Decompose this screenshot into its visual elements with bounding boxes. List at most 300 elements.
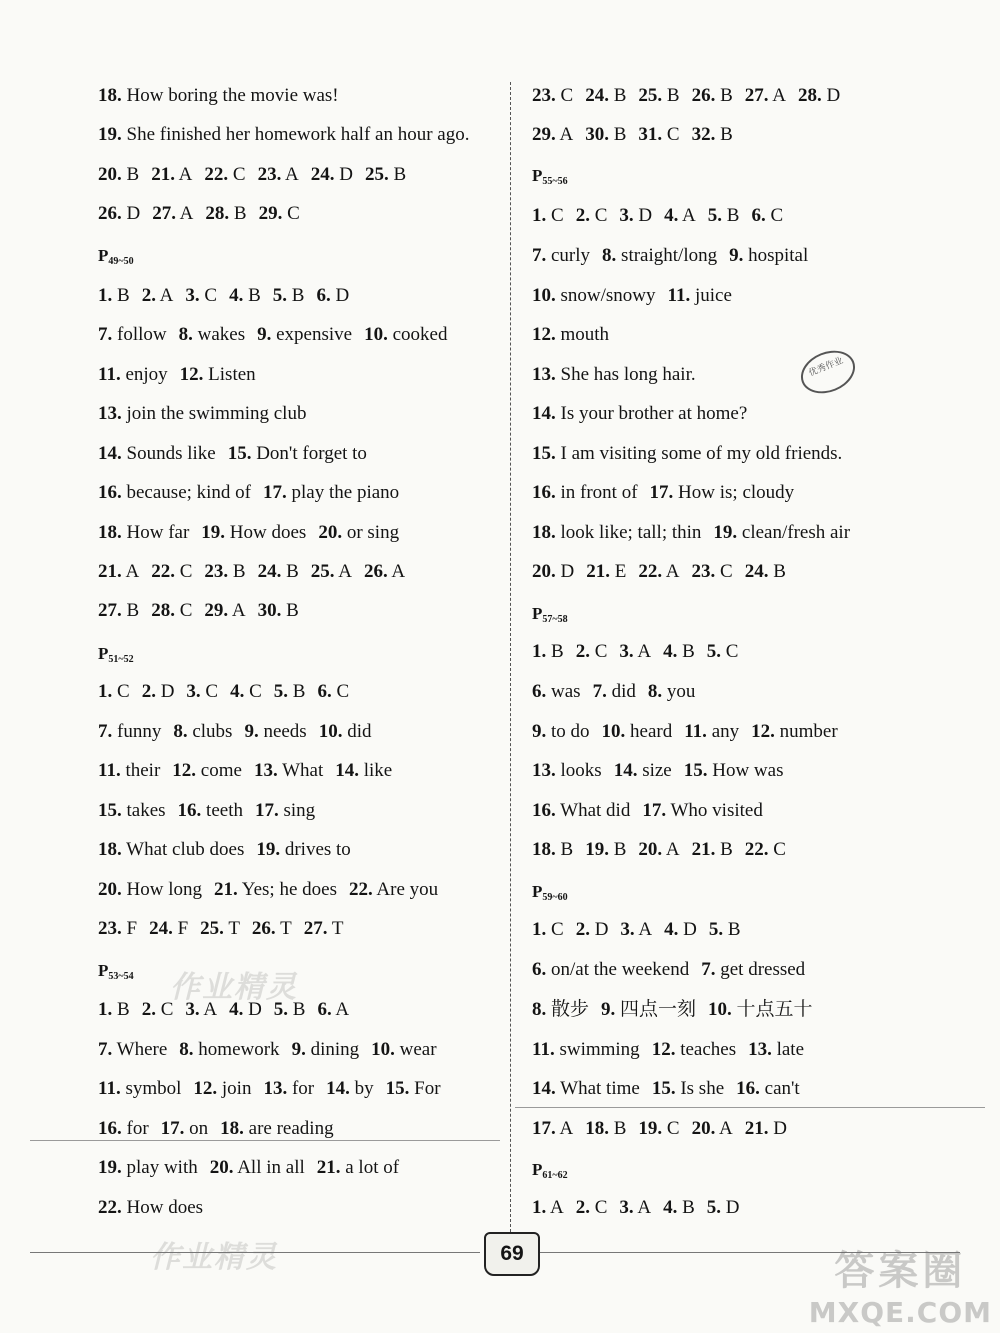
answer-text: juice [690, 285, 732, 306]
answer-text: B [288, 681, 306, 702]
answer-item [620, 919, 652, 940]
question-number: 7. [532, 245, 547, 266]
question-number: 1. [532, 205, 547, 226]
question-number: 10. [532, 285, 556, 306]
question-number: 30. [257, 600, 282, 621]
answer-item [664, 205, 696, 226]
answer-item [585, 839, 626, 860]
answer-item [180, 364, 256, 385]
answer-text: A [174, 164, 193, 185]
question-number: 2. [575, 205, 590, 226]
question-number: 12. [532, 324, 556, 345]
answer-line [98, 561, 417, 583]
watermark-mid: 作业精灵 [170, 970, 298, 1005]
answer-text: get dressed [715, 959, 806, 980]
answer-text: All in all [233, 1157, 305, 1178]
question-number: 19. [638, 1118, 663, 1139]
answer-item [274, 681, 306, 702]
answer-text: D [334, 164, 353, 185]
question-number: 1. [98, 681, 113, 702]
answer-text: She finished her homework half an hour ago. [121, 124, 470, 145]
question-number: 11. [684, 721, 707, 742]
question-number: 22. [98, 1197, 122, 1218]
answer-item [371, 1039, 436, 1060]
answer-item [532, 760, 602, 781]
answer-item [98, 918, 137, 939]
answer-text: like [359, 760, 393, 781]
answer-item [692, 561, 733, 582]
section-heading [532, 166, 568, 187]
answer-text: B [546, 641, 564, 662]
question-number: 8. [179, 1039, 194, 1060]
answer-item [256, 839, 350, 860]
answer-text: B [608, 85, 627, 106]
question-number: 20. [98, 164, 122, 185]
answer-item [532, 1039, 640, 1060]
section-heading-pages: 49~50 [108, 256, 134, 267]
answer-text: funny [112, 721, 162, 742]
question-number: 2. [575, 641, 590, 662]
answer-item [317, 1157, 399, 1178]
question-number: 6. [751, 205, 766, 226]
question-number: 14. [613, 760, 638, 781]
answer-item [98, 164, 139, 185]
question-number: 26. [251, 918, 276, 939]
answer-line [98, 403, 318, 425]
answer-text: size [637, 760, 672, 781]
answer-text: C [546, 205, 564, 226]
question-number: 1. [98, 285, 113, 306]
question-number: 19. [201, 522, 226, 543]
watermark-bottom: 作业精灵 [150, 1240, 278, 1275]
question-number: 30. [585, 124, 609, 145]
question-number: 10. [601, 721, 626, 742]
answer-item [98, 1118, 149, 1139]
answer-text: B [228, 561, 246, 582]
answer-item [318, 522, 399, 543]
answer-item [692, 839, 733, 860]
question-number: 8. [647, 681, 663, 702]
question-number: 19. [585, 839, 609, 860]
question-number: 23. [204, 561, 229, 582]
answer-text: on/at the weekend [546, 959, 690, 980]
answer-item [650, 482, 795, 503]
question-number: 10. [364, 324, 388, 345]
answer-item [98, 285, 130, 306]
question-number: 1. [532, 641, 547, 662]
answer-line [98, 918, 355, 940]
answer-text: A [633, 641, 652, 662]
answer-line [532, 1118, 799, 1140]
question-number: 26. [363, 561, 388, 582]
answer-text: symbol [120, 1078, 182, 1099]
answer-line [532, 245, 820, 267]
answer-text: A [555, 124, 574, 145]
answer-text: B [677, 641, 695, 662]
question-number: 19. [713, 522, 738, 543]
section-heading-letter: P [532, 604, 543, 623]
answer-text: C [589, 641, 608, 662]
answer-text: Yes; he does [237, 879, 337, 900]
question-number: 6. [317, 999, 332, 1020]
section-heading-pages: 55~56 [542, 176, 568, 187]
question-number: 1. [98, 999, 113, 1020]
answer-line [532, 800, 775, 822]
answer-item [532, 482, 638, 503]
answer-item [638, 561, 679, 582]
section-heading-pages: 51~52 [108, 654, 134, 665]
answer-line [98, 839, 363, 861]
answer-text: C [765, 205, 784, 226]
answer-text: B [112, 285, 130, 306]
answer-text: A [634, 919, 653, 940]
question-number: 15. [532, 443, 556, 464]
question-number: 9. [601, 999, 616, 1020]
answer-text: teeth [201, 800, 243, 821]
answer-text: B [715, 839, 733, 860]
answer-text: How does [121, 1197, 204, 1218]
answer-item [98, 324, 167, 345]
question-number: 7. [98, 1039, 113, 1060]
answer-text: swimming [554, 1039, 640, 1060]
answer-item [349, 879, 438, 900]
answer-text: A [678, 205, 696, 226]
answer-item [798, 85, 840, 106]
answer-text: 散步 [546, 999, 590, 1020]
answer-item [259, 203, 300, 224]
answer-text: C [174, 600, 193, 621]
question-number: 3. [619, 1197, 634, 1218]
answer-item [142, 285, 174, 306]
answer-text: drives to [280, 839, 351, 860]
answer-item [532, 919, 564, 940]
question-number: 26. [98, 203, 122, 224]
question-number: 20. [691, 1118, 716, 1139]
answer-text: C [555, 85, 574, 106]
answer-line [532, 124, 745, 146]
answer-text: join [217, 1078, 252, 1099]
question-number: 31. [638, 124, 663, 145]
question-number: 4. [229, 999, 244, 1020]
answer-text: Is your brother at home? [555, 403, 748, 424]
question-number: 9. [532, 721, 547, 742]
question-number: 16. [532, 482, 556, 503]
answer-line [98, 164, 418, 186]
corner-watermark [809, 1239, 992, 1329]
answer-line [98, 203, 312, 225]
answer-item [364, 561, 405, 582]
section-heading-letter: P [98, 246, 109, 265]
answer-text: did [342, 721, 372, 742]
answer-item [532, 681, 581, 702]
answer-item [152, 203, 193, 224]
answer-line [98, 1118, 346, 1140]
question-number: 3. [185, 285, 200, 306]
answer-item [365, 164, 406, 185]
question-number: 27. [744, 85, 769, 106]
answer-text: What club does [121, 839, 245, 860]
answer-item [709, 919, 741, 940]
answer-item [638, 124, 679, 145]
answer-text: clubs [187, 721, 233, 742]
question-number: 3. [620, 919, 635, 940]
answer-text: A [633, 1197, 652, 1218]
answer-item [532, 522, 701, 543]
answer-item [98, 124, 469, 145]
question-number: 20. [209, 1157, 234, 1178]
answer-line [98, 285, 361, 307]
answer-item [179, 324, 245, 345]
question-number: 20. [318, 522, 343, 543]
question-number: 5. [272, 285, 287, 306]
answer-item [664, 919, 697, 940]
answer-text: B [723, 919, 741, 940]
answer-item [254, 760, 323, 781]
question-number: 10. [318, 721, 343, 742]
answer-text: curly [546, 245, 591, 266]
answer-text: F [172, 918, 189, 939]
answer-text: clean/fresh air [737, 522, 851, 543]
question-number: 4. [663, 641, 678, 662]
answer-text: because; kind of [121, 482, 252, 503]
answer-text: B [677, 1197, 695, 1218]
question-number: 1. [532, 919, 547, 940]
question-number: 14. [532, 403, 556, 424]
answer-item [638, 85, 679, 106]
question-number: 29. [532, 124, 556, 145]
question-number: 2. [141, 999, 156, 1020]
question-number: 25. [364, 164, 389, 185]
answer-text: B [288, 999, 306, 1020]
faint-rule-right [515, 1107, 985, 1108]
answer-line [532, 721, 850, 743]
answer-item [98, 522, 189, 543]
answer-text: for [287, 1078, 315, 1099]
question-number: 2. [575, 919, 590, 940]
question-number: 24. [149, 918, 173, 939]
question-number: 21. [691, 839, 716, 860]
question-number: 9. [729, 245, 744, 266]
answer-text: A [199, 999, 218, 1020]
answer-item [532, 443, 842, 464]
question-number: 18. [532, 839, 556, 860]
answer-item [317, 999, 349, 1020]
question-number: 11. [98, 760, 121, 781]
answer-text: did [606, 681, 636, 702]
answer-text: C [199, 285, 218, 306]
question-number: 9. [291, 1039, 306, 1060]
answer-text: A [228, 600, 246, 621]
question-number: 21. [586, 561, 610, 582]
answer-item [576, 641, 608, 662]
question-number: 6. [532, 681, 547, 702]
answer-line [532, 1197, 751, 1219]
question-number: 16. [532, 800, 556, 821]
answer-item [684, 760, 784, 781]
answer-line [98, 482, 411, 504]
answer-item [214, 879, 337, 900]
answer-item [652, 1078, 724, 1099]
question-number: 27. [98, 600, 122, 621]
question-number: 17. [263, 482, 287, 503]
answer-line [98, 1197, 215, 1219]
answer-item [149, 918, 188, 939]
answer-text: heard [625, 721, 673, 742]
question-number: 16. [98, 482, 122, 503]
answer-text: you [662, 681, 696, 702]
answer-item [532, 124, 573, 145]
section-heading [98, 961, 134, 982]
answer-text: How far [121, 522, 190, 543]
question-number: 23. [532, 85, 556, 106]
answer-line [98, 1157, 411, 1179]
answer-item [532, 1118, 573, 1139]
answer-text: wear [394, 1039, 437, 1060]
answer-item [576, 205, 608, 226]
answer-text: C [331, 681, 350, 702]
section-heading-letter: P [532, 882, 543, 901]
answer-text: B [608, 839, 627, 860]
question-number: 5. [273, 681, 289, 702]
answer-text: C [228, 164, 246, 185]
answer-text: I am visiting some of my old friends. [555, 443, 843, 464]
answer-item [663, 1197, 695, 1218]
answer-line [532, 1039, 816, 1061]
question-number: 22. [151, 561, 175, 582]
answer-text: Listen [203, 364, 256, 385]
answer-item [585, 124, 626, 145]
question-number: 12. [651, 1039, 676, 1060]
answer-line [98, 721, 383, 743]
answer-line [532, 403, 759, 425]
answer-text: A [662, 561, 680, 582]
question-number: 17. [649, 482, 674, 503]
answer-item [668, 285, 732, 306]
question-number: 28. [797, 85, 822, 106]
question-number: 24. [310, 164, 335, 185]
answer-line [98, 760, 404, 782]
question-number: 3. [185, 999, 200, 1020]
answer-item [532, 959, 689, 980]
answer-item [258, 164, 299, 185]
answer-text: T [223, 918, 240, 939]
question-number: 17. [532, 1118, 556, 1139]
question-number: 5. [707, 205, 723, 226]
answer-item [98, 482, 251, 503]
answer-item [614, 760, 672, 781]
answer-text: D [121, 203, 141, 224]
answer-text: A [331, 999, 350, 1020]
answer-item [229, 285, 261, 306]
answer-item [532, 641, 564, 662]
answer-item [532, 839, 573, 860]
section-heading [532, 1160, 568, 1181]
answer-text: can't [759, 1078, 800, 1099]
answer-text: B [287, 285, 305, 306]
answer-text: expensive [271, 324, 353, 345]
answer-text: follow [112, 324, 167, 345]
answer-text: B [608, 124, 627, 145]
question-number: 15. [98, 800, 122, 821]
answer-item [98, 760, 160, 781]
answer-item [263, 482, 399, 503]
answer-item [593, 681, 636, 702]
answer-item [532, 324, 609, 345]
question-number: 18. [98, 522, 122, 543]
answer-item [751, 205, 783, 226]
answer-text: takes [121, 800, 166, 821]
answer-item [326, 1078, 374, 1099]
answer-item [638, 1118, 679, 1139]
question-number: 12. [172, 760, 197, 781]
answer-item [179, 1039, 279, 1060]
answer-text: A [281, 164, 299, 185]
answer-item [185, 285, 217, 306]
answer-line [532, 959, 817, 981]
answer-item [273, 285, 305, 306]
answer-item [642, 800, 763, 821]
answer-text: C [721, 641, 739, 662]
question-number: 23. [257, 164, 282, 185]
question-number: 18. [532, 522, 556, 543]
answer-item [751, 721, 838, 742]
question-number: 7. [592, 681, 607, 702]
answer-item [263, 1078, 314, 1099]
answer-item [619, 1197, 651, 1218]
answer-item [532, 800, 630, 821]
question-number: 5. [706, 641, 721, 662]
answer-line [98, 364, 268, 386]
answer-item [98, 681, 130, 702]
answer-item [684, 721, 739, 742]
answer-item [652, 1039, 736, 1060]
answer-text: A [555, 1118, 574, 1139]
question-number: 25. [200, 918, 224, 939]
answer-text: B [715, 85, 733, 106]
question-number: 15. [385, 1078, 410, 1099]
answer-text: cooked [387, 324, 448, 345]
section-heading-pages: 57~58 [542, 614, 568, 625]
question-number: 29. [258, 203, 283, 224]
section-heading [532, 604, 568, 625]
answer-item [161, 1118, 209, 1139]
answer-text: C [244, 681, 262, 702]
answer-text: by [349, 1078, 374, 1099]
answer-text: snow/snowy [555, 285, 656, 306]
answer-text: What did [555, 800, 631, 821]
answer-item [692, 85, 733, 106]
answer-item [204, 600, 245, 621]
answer-text: A [334, 561, 352, 582]
answer-text: late [771, 1039, 805, 1060]
question-number: 27. [152, 203, 176, 224]
stamp-badge: 优秀作业 [795, 343, 862, 401]
answer-item [532, 721, 590, 742]
answer-text: Don't forget to [251, 443, 367, 464]
answer-item [692, 124, 733, 145]
answer-item [317, 681, 349, 702]
answer-text: How does [225, 522, 307, 543]
answer-text: D [155, 681, 175, 702]
question-number: 22. [638, 561, 663, 582]
answer-item [745, 839, 786, 860]
answer-line [532, 364, 708, 386]
answer-item [205, 203, 246, 224]
question-number: 5. [708, 919, 724, 940]
answer-text: A [715, 1118, 733, 1139]
answer-line [532, 999, 825, 1021]
question-number: 14. [335, 760, 359, 781]
